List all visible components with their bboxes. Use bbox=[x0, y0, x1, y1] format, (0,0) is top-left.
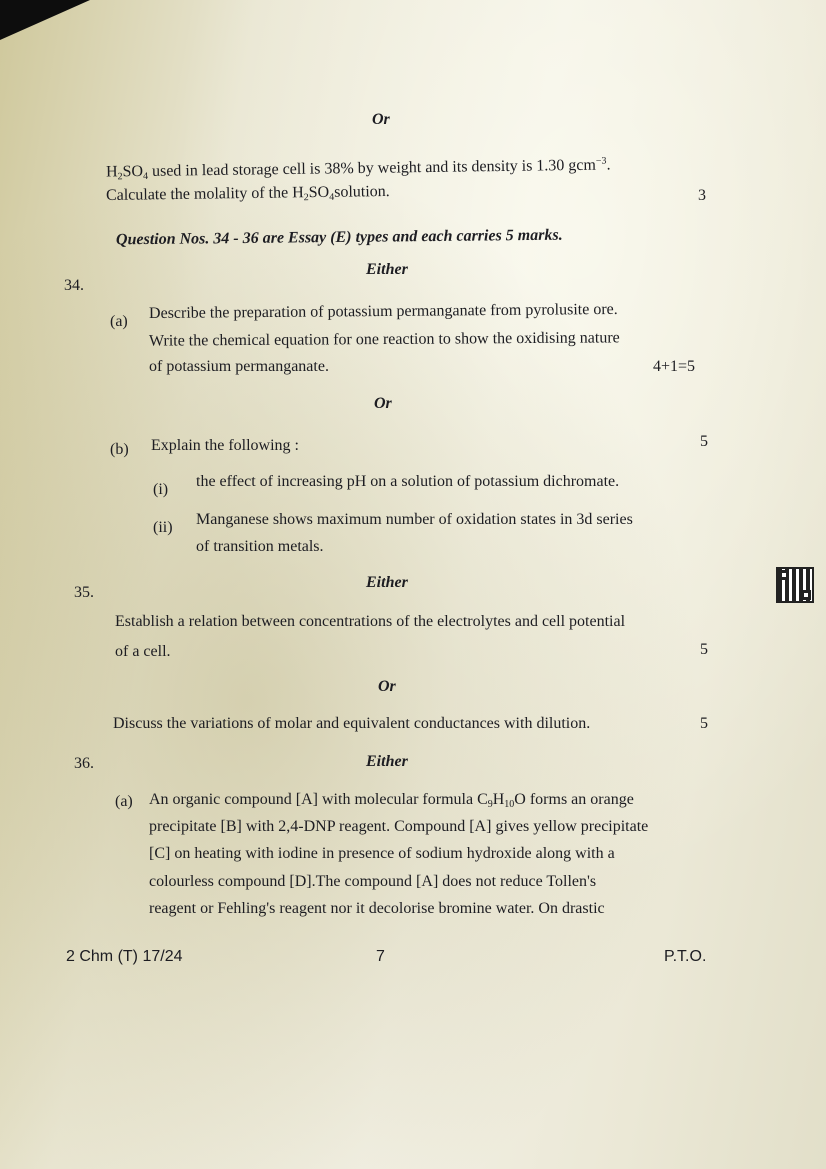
q36-a-line2: precipitate [B] with 2,4-DNP reagent. Compound [A] gives yellow precipitate bbox=[149, 818, 649, 835]
qr-code-icon bbox=[776, 567, 814, 603]
q34-a-line2: Write the chemical equation for one reaction to show the oxidising nature bbox=[148, 329, 620, 350]
or-heading: Or bbox=[372, 111, 390, 128]
q34-a-line3: of potassium permanganate. bbox=[149, 358, 329, 375]
q34-i-label: (i) bbox=[153, 481, 169, 498]
q34-ii-label: (ii) bbox=[153, 519, 173, 536]
q36-a-line1: An organic compound [A] with molecular formula $C_9H_{10}O$ forms an orange bbox=[149, 791, 634, 810]
q35-either-line1: Establish a relation between concentrations of the electrolytes and cell potential bbox=[115, 613, 626, 630]
q36-either: Either bbox=[366, 753, 408, 770]
footer-page-number: 7 bbox=[376, 948, 385, 965]
q34-either: Either bbox=[366, 261, 408, 278]
q34-number: 34. bbox=[64, 277, 84, 294]
q34-b-label: (b) bbox=[110, 441, 129, 458]
q34-ii-line1: Manganese shows maximum number of oxidation states in 3d series bbox=[196, 511, 633, 528]
q34-a-marks: 4+1=5 bbox=[653, 358, 696, 375]
q34-a-line1: Describe the preparation of potassium permanganate from pyrolusite ore. bbox=[148, 300, 618, 323]
q35-or-marks: 5 bbox=[700, 715, 708, 732]
q36-a-line4: colourless compound [D].The compound [A] does not reduce Tollen's bbox=[149, 873, 597, 890]
footer-code: 2 Chm (T) 17/24 bbox=[66, 948, 183, 965]
q34-a-label: (a) bbox=[110, 313, 128, 330]
q33-or-marks: 3 bbox=[698, 187, 706, 204]
q35-either: Either bbox=[366, 574, 408, 591]
q36-number: 36. bbox=[74, 755, 94, 772]
q33-or-line1: $H_2SO_4$ used in lead storage cell is 38% by weight and its density is 1.30 gcm$^{-3}$. bbox=[105, 155, 611, 183]
q36-a-line3: [C] on heating with iodine in presence of sodium hydroxide along with a bbox=[149, 845, 615, 862]
q36-a-label: (a) bbox=[115, 793, 133, 810]
q35-or-text: Discuss the variations of molar and equivalent conductances with dilution. bbox=[113, 715, 591, 732]
q34-b-text: Explain the following : bbox=[151, 437, 299, 454]
q34-b-marks: 5 bbox=[700, 433, 708, 450]
q33-or-line2: Calculate the molality of the $H_2SO_4solution$. bbox=[105, 183, 390, 204]
q34-or: Or bbox=[374, 395, 392, 412]
footer-pto: P.T.O. bbox=[664, 948, 707, 965]
essay-heading: Question Nos. 34 - 36 are Essay (E) types and each carries 5 marks. bbox=[115, 226, 563, 249]
q34-i-text: the effect of increasing pH on a solution of potassium dichromate. bbox=[196, 473, 620, 490]
q34-ii-line2: of transition metals. bbox=[196, 538, 324, 555]
torn-corner bbox=[0, 0, 90, 40]
q35-number: 35. bbox=[74, 584, 94, 601]
q35-either-line2: of a cell. bbox=[115, 643, 171, 660]
q35-either-marks: 5 bbox=[700, 641, 708, 658]
q36-a-line5: reagent or Fehling's reagent nor it decolorise bromine water. On drastic bbox=[149, 900, 605, 917]
q35-or: Or bbox=[378, 678, 396, 695]
